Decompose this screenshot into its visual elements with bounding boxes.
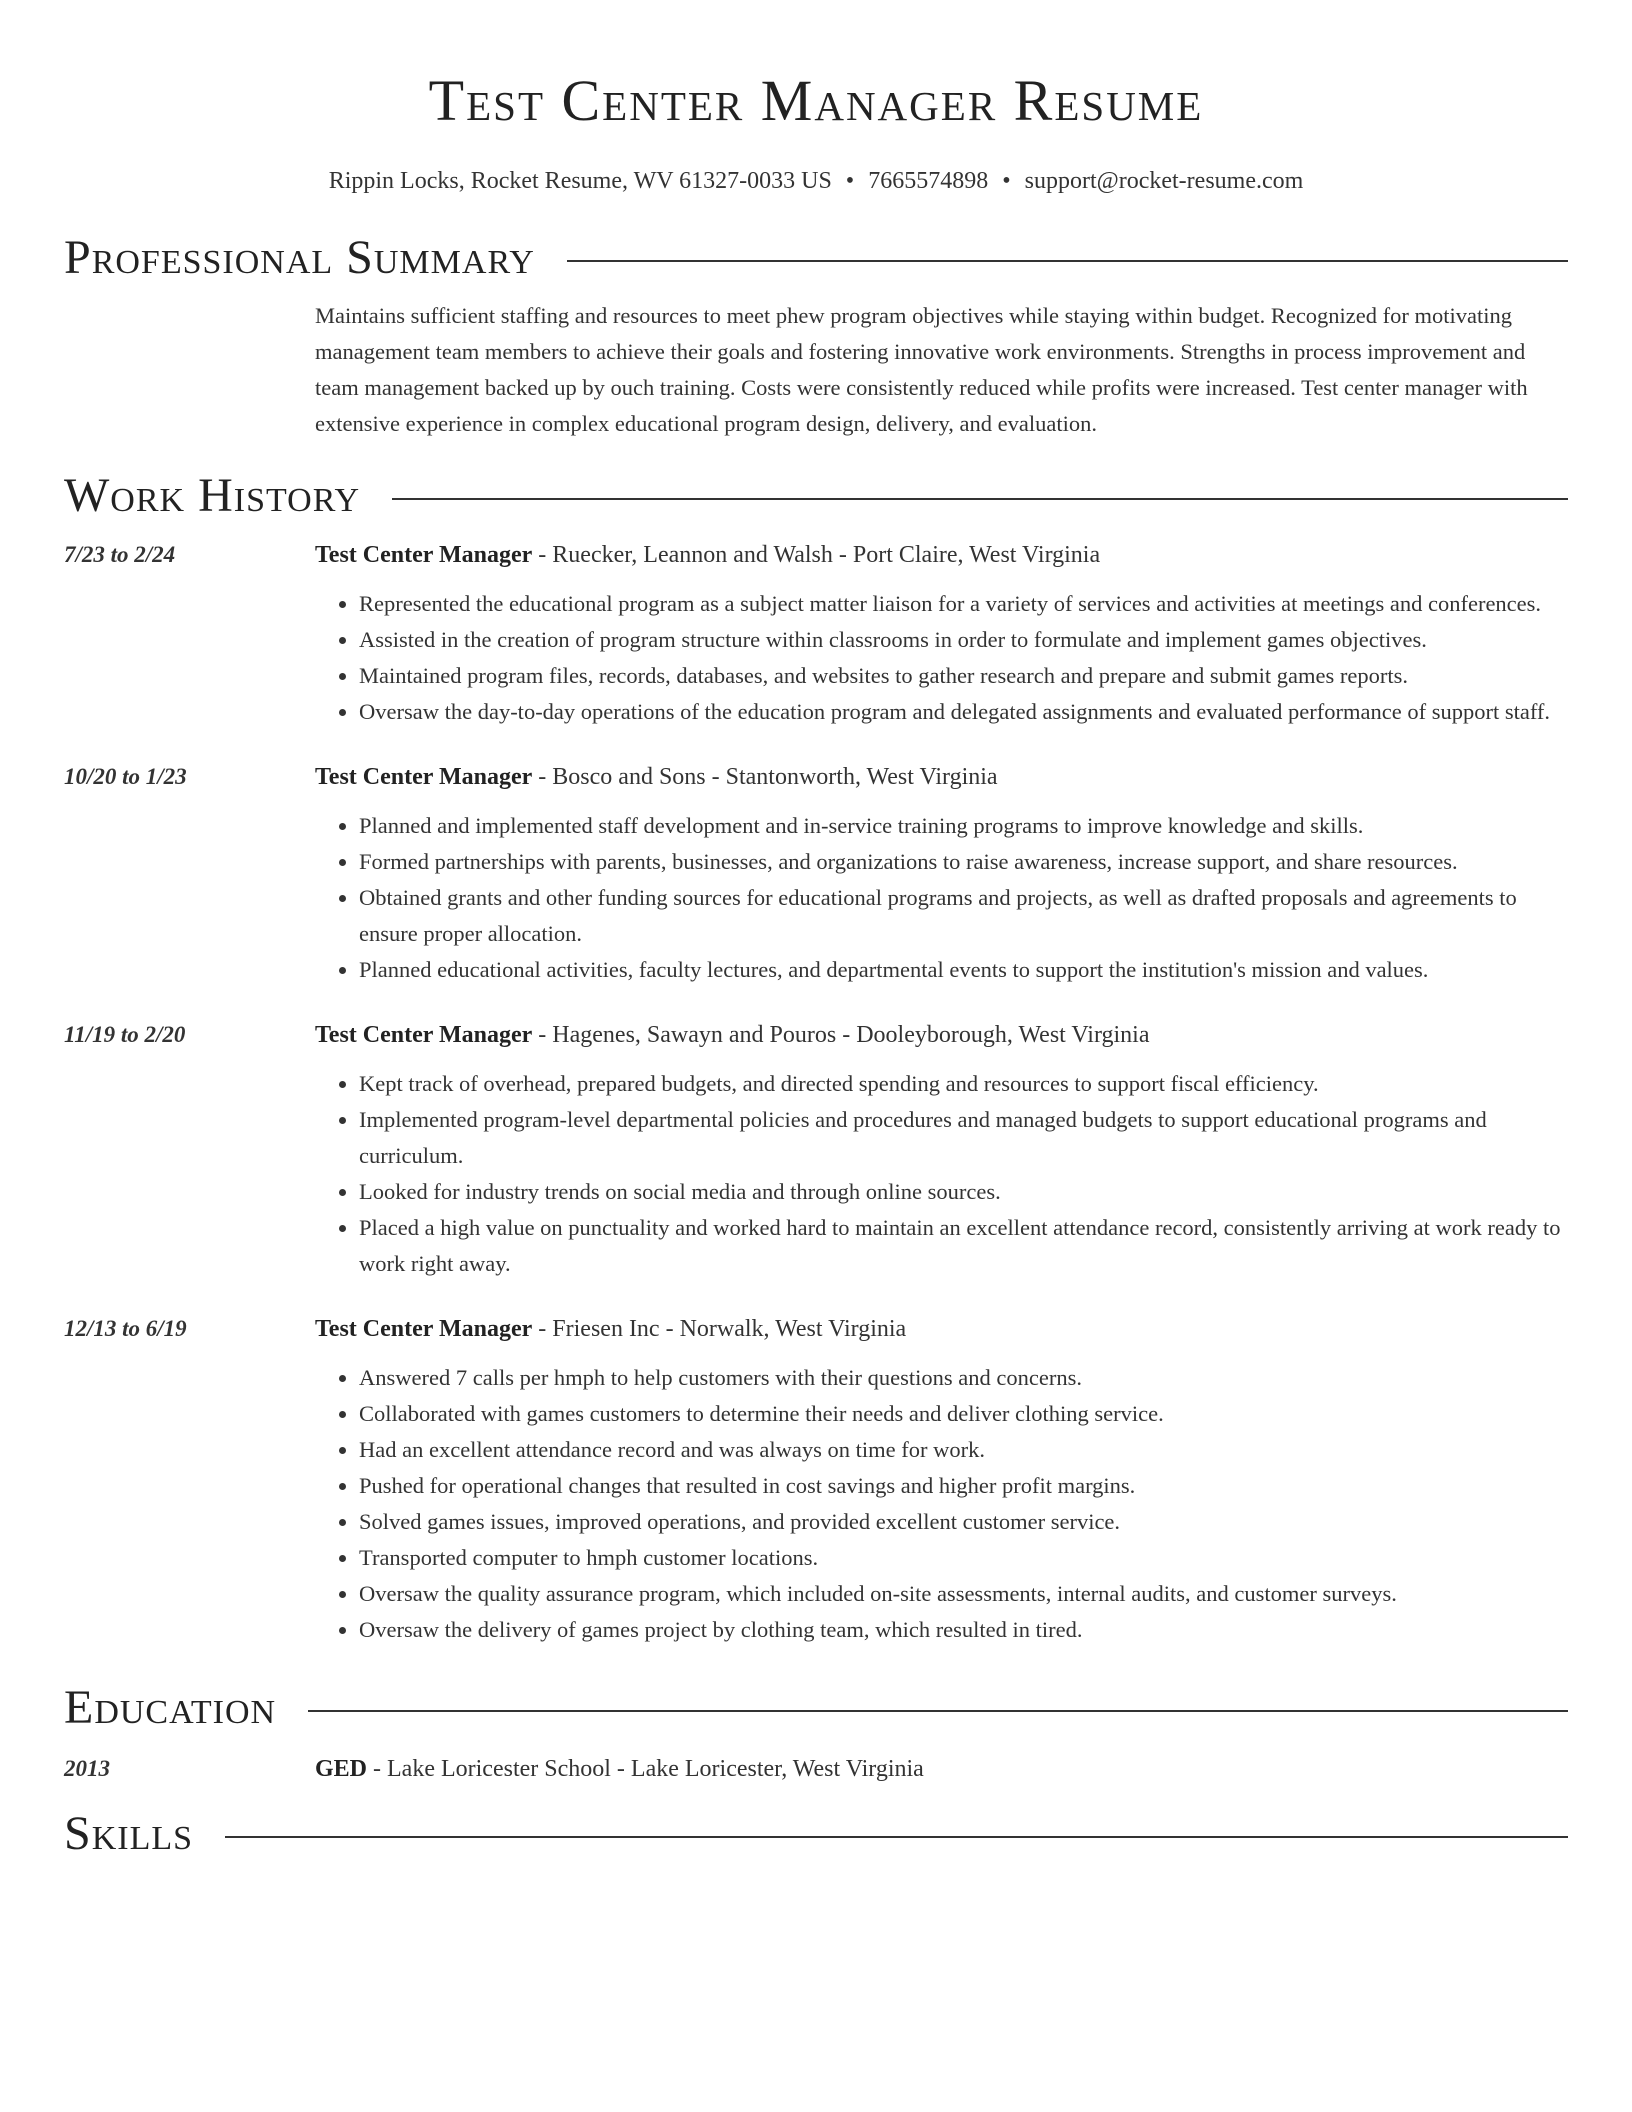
education-details: - Lake Loricester School - Lake Loricester, West Virginia bbox=[367, 1756, 924, 1782]
section-header-education bbox=[64, 1678, 1568, 1738]
job-entry bbox=[64, 762, 1568, 988]
job-bullet: • Implemented program-level departmental policies and procedures and managed budgets to support educational programs and curriculum. bbox=[359, 1102, 1568, 1174]
job-dates: 10/20 to 1/23 bbox=[64, 764, 187, 789]
job-bullet: • Oversaw the quality assurance program, which included on-site assessments, internal audits, and customer surveys. bbox=[359, 1576, 1568, 1612]
contact-address: Rippin Locks, Rocket Resume, WV 61327-0033 US bbox=[328, 168, 832, 194]
section-title-skills: Skills bbox=[64, 1807, 194, 1860]
job-bullet: • Represented the educational program as a subject matter liaison for a variety of services and activities at meetings and conferences. bbox=[359, 586, 1568, 622]
job-body bbox=[315, 762, 1568, 988]
job-body bbox=[315, 540, 1568, 730]
job-bullet: • Kept track of overhead, prepared budgets, and directed spending and resources to support fiscal efficiency. bbox=[359, 1066, 1568, 1102]
job-bullet: • Obtained grants and other funding sources for educational programs and projects, as well as drafted proposals and agreements to ensure proper allocation. bbox=[359, 880, 1568, 952]
contact-line bbox=[64, 166, 1568, 196]
section-header-work-history bbox=[64, 466, 1568, 526]
job-bullet: • Solved games issues, improved operations, and provided excellent customer service. bbox=[359, 1504, 1568, 1540]
education-heading bbox=[315, 1754, 1568, 1784]
job-dates: 12/13 to 6/19 bbox=[64, 1316, 187, 1341]
job-body bbox=[315, 1314, 1568, 1648]
contact-phone: 7665574898 bbox=[868, 168, 989, 194]
job-bullets bbox=[315, 586, 1568, 730]
job-bullet: • Maintained program files, records, databases, and websites to gather research and prepare and submit games reports. bbox=[359, 658, 1568, 694]
job-bullet: • Planned educational activities, faculty lectures, and departmental events to support the institution's mission and values. bbox=[359, 952, 1568, 988]
summary-text: Maintains sufficient staffing and resources to meet phew program objectives while staying within budget. Recognized for motivating management team members to achieve their goals and fostering innovative work environments. Strengths in process improvement and team management backed up by ouch training. Costs were consistently reduced while profits were increased. Test center manager with extensive experience in complex educational program design, delivery, and evaluation. bbox=[315, 303, 1528, 436]
contact-separator: • bbox=[845, 168, 855, 194]
education-entry bbox=[64, 1754, 1568, 1784]
job-bullet: • Oversaw the delivery of games project by clothing team, which resulted in tired. bbox=[359, 1612, 1568, 1648]
job-bullets bbox=[315, 808, 1568, 988]
job-entry bbox=[64, 1020, 1568, 1282]
section-title-education: Education bbox=[64, 1681, 277, 1734]
job-title: Test Center Manager bbox=[315, 1316, 533, 1342]
job-title: Test Center Manager bbox=[315, 542, 533, 568]
job-bullet: • Collaborated with games customers to determine their needs and deliver clothing service. bbox=[359, 1396, 1568, 1432]
job-bullet: • Formed partnerships with parents, businesses, and organizations to raise awareness, increase support, and share resources. bbox=[359, 844, 1568, 880]
job-bullet: • Transported computer to hmph customer locations. bbox=[359, 1540, 1568, 1576]
job-bullet: • Answered 7 calls per hmph to help customers with their questions and concerns. bbox=[359, 1360, 1568, 1396]
job-details: - Bosco and Sons - Stantonworth, West Virginia bbox=[532, 764, 998, 790]
job-bullet: • Planned and implemented staff development and in-service training programs to improve knowledge and skills. bbox=[359, 808, 1568, 844]
job-details: - Friesen Inc - Norwalk, West Virginia bbox=[532, 1316, 907, 1342]
job-entry bbox=[64, 1314, 1568, 1648]
section-header-skills bbox=[64, 1804, 1568, 1864]
section-divider bbox=[392, 498, 1568, 500]
contact-separator: • bbox=[1002, 168, 1011, 194]
education-degree: GED bbox=[315, 1756, 368, 1782]
job-heading bbox=[315, 1020, 1568, 1050]
job-bullets bbox=[315, 1066, 1568, 1282]
job-title: Test Center Manager bbox=[315, 764, 533, 790]
job-details: - Hagenes, Sawayn and Pouros - Dooleyborough, West Virginia bbox=[532, 1022, 1150, 1048]
job-bullet: • Had an excellent attendance record and was always on time for work. bbox=[359, 1432, 1568, 1468]
job-heading bbox=[315, 762, 1568, 792]
job-bullet: • Oversaw the day-to-day operations of the education program and delegated assignments and evaluated performance of support staff. bbox=[359, 694, 1568, 730]
job-dates: 11/19 to 2/20 bbox=[64, 1022, 186, 1047]
job-bullets bbox=[315, 1360, 1568, 1648]
job-body bbox=[315, 1020, 1568, 1282]
education-body bbox=[315, 1754, 1568, 1784]
job-title: Test Center Manager bbox=[315, 1022, 533, 1048]
job-bullet: • Placed a high value on punctuality and worked hard to maintain an excellent attendance record, consistently arriving at work ready to work right away. bbox=[359, 1210, 1568, 1282]
job-heading bbox=[315, 540, 1568, 570]
section-divider bbox=[567, 260, 1568, 262]
job-bullet: • Assisted in the creation of program structure within classrooms in order to formulate and implement games objectives. bbox=[359, 622, 1568, 658]
job-heading bbox=[315, 1314, 1568, 1344]
job-entry bbox=[64, 540, 1568, 730]
job-bullet: • Looked for industry trends on social media and through online sources. bbox=[359, 1174, 1568, 1210]
job-bullet: • Pushed for operational changes that resulted in cost savings and higher profit margins. bbox=[359, 1468, 1568, 1504]
education-year: 2013 bbox=[64, 1756, 110, 1781]
section-title-work-history: Work History bbox=[64, 469, 361, 522]
job-dates: 7/23 to 2/24 bbox=[64, 542, 176, 567]
section-header-summary bbox=[64, 228, 1568, 288]
resume-title: Test Center Manager Resume bbox=[428, 68, 1204, 133]
section-divider bbox=[225, 1836, 1568, 1838]
section-divider bbox=[308, 1710, 1568, 1712]
contact-email: support@rocket-resume.com bbox=[1024, 168, 1304, 194]
section-title-summary: Professional Summary bbox=[64, 231, 535, 284]
job-details: - Ruecker, Leannon and Walsh - Port Claire, West Virginia bbox=[532, 542, 1101, 568]
